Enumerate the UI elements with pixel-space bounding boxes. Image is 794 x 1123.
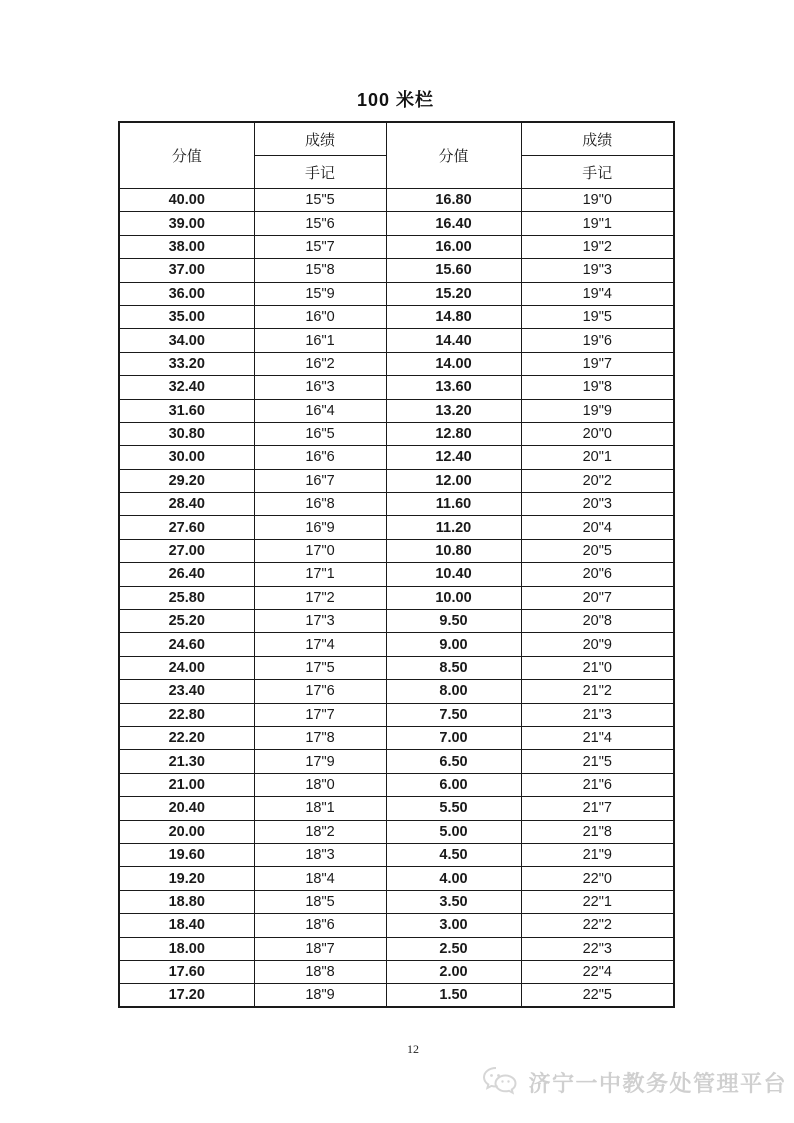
- header-hand-timed-right: 手记: [521, 156, 674, 189]
- score-cell: 21.30: [119, 750, 254, 773]
- score-cell: 33.20: [119, 352, 254, 375]
- result-cell: 18"0: [254, 773, 386, 796]
- result-cell: 21"0: [521, 656, 674, 679]
- footer-brand: [481, 1066, 787, 1098]
- header-score-right: 分值: [386, 122, 521, 189]
- result-cell: 15"9: [254, 282, 386, 305]
- table-row: [119, 539, 674, 562]
- result-cell: 19"4: [521, 282, 674, 305]
- table-row: [119, 890, 674, 913]
- table-row: [119, 984, 674, 1007]
- result-cell: 18"1: [254, 797, 386, 820]
- score-cell: 3.50: [386, 890, 521, 913]
- score-cell: 11.60: [386, 493, 521, 516]
- result-cell: 17"8: [254, 726, 386, 749]
- table-row: [119, 914, 674, 937]
- table-row: [119, 189, 674, 212]
- result-cell: 17"0: [254, 539, 386, 562]
- table-row: [119, 282, 674, 305]
- result-cell: 20"0: [521, 422, 674, 445]
- score-cell: 7.00: [386, 726, 521, 749]
- header-score-left: 分值: [119, 122, 254, 189]
- result-cell: 18"2: [254, 820, 386, 843]
- result-cell: 17"6: [254, 680, 386, 703]
- result-cell: 22"2: [521, 914, 674, 937]
- result-cell: 20"1: [521, 446, 674, 469]
- score-cell: 23.40: [119, 680, 254, 703]
- score-cell: 17.60: [119, 960, 254, 983]
- score-cell: 2.50: [386, 937, 521, 960]
- score-cell: 3.00: [386, 914, 521, 937]
- score-cell: 25.80: [119, 586, 254, 609]
- table-row: [119, 376, 674, 399]
- result-cell: 16"9: [254, 516, 386, 539]
- result-cell: 15"8: [254, 259, 386, 282]
- score-cell: 21.00: [119, 773, 254, 796]
- score-cell: 4.00: [386, 867, 521, 890]
- result-cell: 20"7: [521, 586, 674, 609]
- page-number: 12: [407, 1042, 419, 1056]
- score-cell: 22.20: [119, 726, 254, 749]
- score-cell: 36.00: [119, 282, 254, 305]
- result-cell: 17"9: [254, 750, 386, 773]
- table-row: [119, 212, 674, 235]
- score-cell: 15.20: [386, 282, 521, 305]
- result-cell: 17"1: [254, 563, 386, 586]
- score-cell: 25.20: [119, 610, 254, 633]
- result-cell: 18"6: [254, 914, 386, 937]
- table-row: [119, 422, 674, 445]
- result-cell: 21"6: [521, 773, 674, 796]
- result-cell: 16"6: [254, 446, 386, 469]
- result-cell: 15"7: [254, 235, 386, 258]
- table-row: [119, 773, 674, 796]
- score-conversion-table: [118, 121, 675, 1008]
- score-cell: 20.40: [119, 797, 254, 820]
- table-row: [119, 633, 674, 656]
- wechat-icon: [481, 1066, 521, 1098]
- score-cell: 10.00: [386, 586, 521, 609]
- table-row: [119, 399, 674, 422]
- table-row: [119, 843, 674, 866]
- result-cell: 18"4: [254, 867, 386, 890]
- score-cell: 32.40: [119, 376, 254, 399]
- score-cell: 27.00: [119, 539, 254, 562]
- score-cell: 14.40: [386, 329, 521, 352]
- table-row: [119, 750, 674, 773]
- score-cell: 6.00: [386, 773, 521, 796]
- result-cell: 19"7: [521, 352, 674, 375]
- score-cell: 35.00: [119, 305, 254, 328]
- result-cell: 16"8: [254, 493, 386, 516]
- score-cell: 24.60: [119, 633, 254, 656]
- score-cell: 31.60: [119, 399, 254, 422]
- result-cell: 20"2: [521, 469, 674, 492]
- score-cell: 14.80: [386, 305, 521, 328]
- result-cell: 21"4: [521, 726, 674, 749]
- result-cell: 17"4: [254, 633, 386, 656]
- score-cell: 2.00: [386, 960, 521, 983]
- result-cell: 17"3: [254, 610, 386, 633]
- result-cell: 20"9: [521, 633, 674, 656]
- header-result-left: 成绩: [254, 122, 386, 156]
- header-hand-timed-left: 手记: [254, 156, 386, 189]
- result-cell: 22"1: [521, 890, 674, 913]
- result-cell: 16"1: [254, 329, 386, 352]
- score-cell: 19.20: [119, 867, 254, 890]
- result-cell: 21"3: [521, 703, 674, 726]
- result-cell: 18"8: [254, 960, 386, 983]
- score-cell: 1.50: [386, 984, 521, 1007]
- score-cell: 9.00: [386, 633, 521, 656]
- result-cell: 16"5: [254, 422, 386, 445]
- result-cell: 19"8: [521, 376, 674, 399]
- score-cell: 8.50: [386, 656, 521, 679]
- result-cell: 19"6: [521, 329, 674, 352]
- score-cell: 14.00: [386, 352, 521, 375]
- result-cell: 21"8: [521, 820, 674, 843]
- score-cell: 24.00: [119, 656, 254, 679]
- table-row: [119, 305, 674, 328]
- score-cell: 27.60: [119, 516, 254, 539]
- table-row: [119, 563, 674, 586]
- score-cell: 19.60: [119, 843, 254, 866]
- score-cell: 10.40: [386, 563, 521, 586]
- score-cell: 8.00: [386, 680, 521, 703]
- result-cell: 20"3: [521, 493, 674, 516]
- table-row: [119, 867, 674, 890]
- result-cell: 21"9: [521, 843, 674, 866]
- table-row: [119, 797, 674, 820]
- table-row: [119, 726, 674, 749]
- result-cell: 22"5: [521, 984, 674, 1007]
- score-cell: 5.50: [386, 797, 521, 820]
- result-cell: 19"2: [521, 235, 674, 258]
- result-cell: 21"5: [521, 750, 674, 773]
- score-cell: 18.00: [119, 937, 254, 960]
- result-cell: 17"2: [254, 586, 386, 609]
- result-cell: 16"4: [254, 399, 386, 422]
- table-row: [119, 235, 674, 258]
- result-cell: 18"7: [254, 937, 386, 960]
- result-cell: 18"9: [254, 984, 386, 1007]
- result-cell: 19"1: [521, 212, 674, 235]
- score-cell: 37.00: [119, 259, 254, 282]
- result-cell: 18"5: [254, 890, 386, 913]
- table-row: [119, 586, 674, 609]
- result-cell: 22"4: [521, 960, 674, 983]
- score-cell: 12.40: [386, 446, 521, 469]
- result-cell: 19"3: [521, 259, 674, 282]
- result-cell: 18"3: [254, 843, 386, 866]
- table-row: [119, 960, 674, 983]
- table-row: [119, 610, 674, 633]
- result-cell: 20"5: [521, 539, 674, 562]
- table-row: [119, 656, 674, 679]
- result-cell: 16"2: [254, 352, 386, 375]
- result-cell: 19"5: [521, 305, 674, 328]
- score-cell: 18.40: [119, 914, 254, 937]
- score-cell: 12.80: [386, 422, 521, 445]
- score-cell: 9.50: [386, 610, 521, 633]
- score-cell: 17.20: [119, 984, 254, 1007]
- table-row: [119, 259, 674, 282]
- score-cell: 16.40: [386, 212, 521, 235]
- result-cell: 20"8: [521, 610, 674, 633]
- table-row: [119, 820, 674, 843]
- score-cell: 13.60: [386, 376, 521, 399]
- result-cell: 17"7: [254, 703, 386, 726]
- result-cell: 21"2: [521, 680, 674, 703]
- score-cell: 20.00: [119, 820, 254, 843]
- score-cell: 4.50: [386, 843, 521, 866]
- result-cell: 15"6: [254, 212, 386, 235]
- score-cell: 18.80: [119, 890, 254, 913]
- footer-brand-text: 济宁一中教务处管理平台: [528, 1070, 787, 1096]
- result-cell: 16"3: [254, 376, 386, 399]
- score-cell: 11.20: [386, 516, 521, 539]
- score-cell: 39.00: [119, 212, 254, 235]
- score-cell: 6.50: [386, 750, 521, 773]
- score-cell: 30.00: [119, 446, 254, 469]
- table-header-row-1: [119, 122, 674, 156]
- score-cell: 28.40: [119, 493, 254, 516]
- score-cell: 26.40: [119, 563, 254, 586]
- result-cell: 16"7: [254, 469, 386, 492]
- result-cell: 20"4: [521, 516, 674, 539]
- score-cell: 7.50: [386, 703, 521, 726]
- score-cell: 22.80: [119, 703, 254, 726]
- result-cell: 16"0: [254, 305, 386, 328]
- result-cell: 19"9: [521, 399, 674, 422]
- result-cell: 21"7: [521, 797, 674, 820]
- score-cell: 38.00: [119, 235, 254, 258]
- table-row: [119, 680, 674, 703]
- result-cell: 22"3: [521, 937, 674, 960]
- table-row: [119, 469, 674, 492]
- table-row: [119, 329, 674, 352]
- header-result-right: 成绩: [521, 122, 674, 156]
- score-cell: 16.80: [386, 189, 521, 212]
- table-row: [119, 493, 674, 516]
- table-row: [119, 516, 674, 539]
- result-cell: 22"0: [521, 867, 674, 890]
- score-cell: 12.00: [386, 469, 521, 492]
- result-cell: 17"5: [254, 656, 386, 679]
- table-row: [119, 446, 674, 469]
- score-cell: 16.00: [386, 235, 521, 258]
- score-cell: 34.00: [119, 329, 254, 352]
- result-cell: 15"5: [254, 189, 386, 212]
- table-row: [119, 352, 674, 375]
- score-cell: 29.20: [119, 469, 254, 492]
- score-cell: 5.00: [386, 820, 521, 843]
- result-cell: 20"6: [521, 563, 674, 586]
- table-row: [119, 937, 674, 960]
- score-cell: 13.20: [386, 399, 521, 422]
- score-cell: 30.80: [119, 422, 254, 445]
- score-cell: 15.60: [386, 259, 521, 282]
- page-title: 100 米栏: [356, 90, 435, 110]
- result-cell: 19"0: [521, 189, 674, 212]
- table-row: [119, 703, 674, 726]
- score-cell: 10.80: [386, 539, 521, 562]
- score-cell: 40.00: [119, 189, 254, 212]
